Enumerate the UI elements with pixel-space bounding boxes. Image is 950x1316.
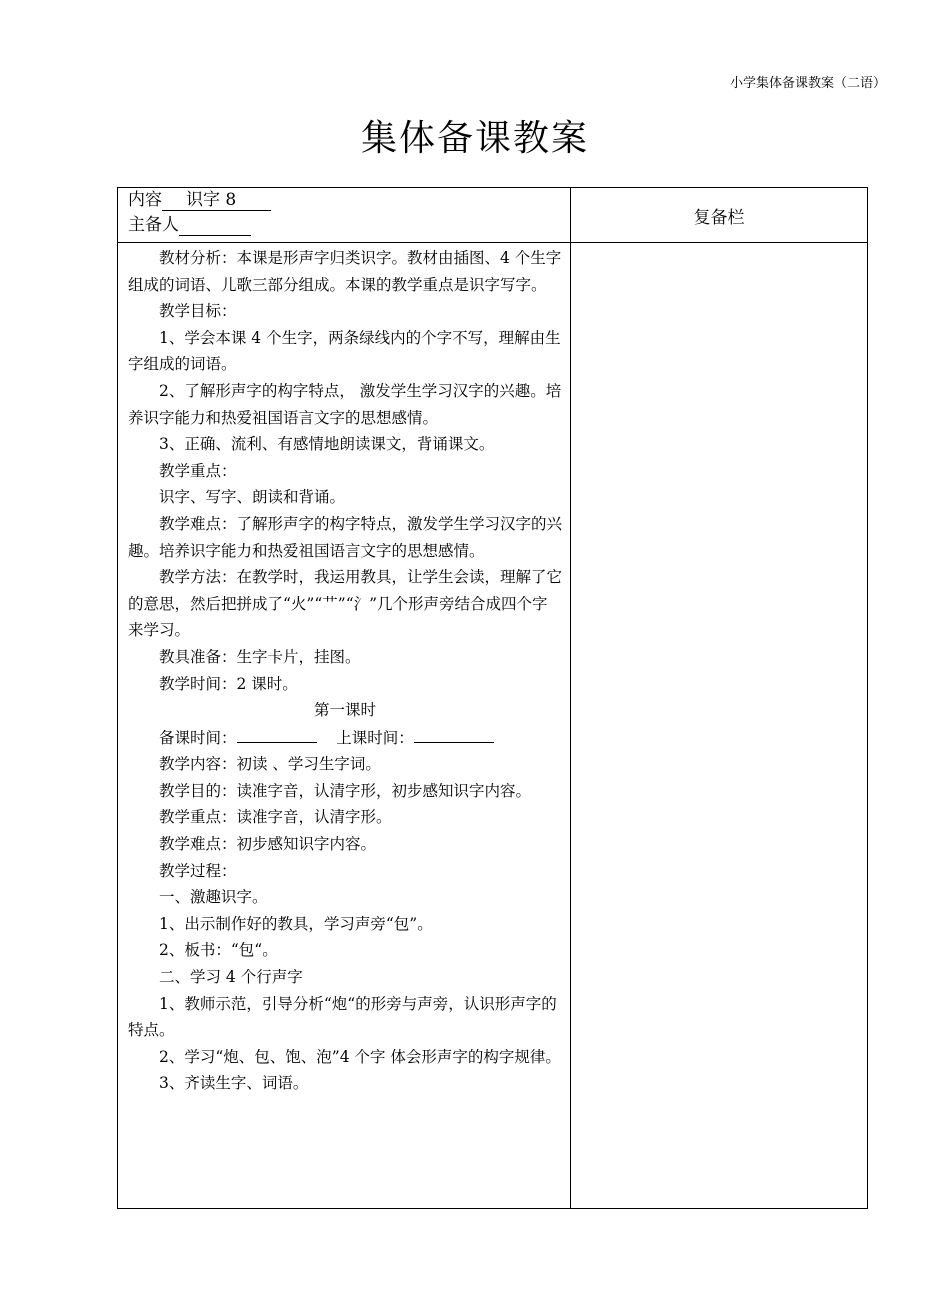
content-label: 内容 xyxy=(128,190,162,210)
header-right-text: 小学集体备课教案（二语） xyxy=(729,76,886,91)
session-title: 第一课时 xyxy=(313,701,376,720)
preparer-blank xyxy=(179,215,251,236)
paragraph: 教学过程： xyxy=(159,861,237,880)
paragraph: 2、学习“炮、包、饱、泡”4 个字 体会形声字的构字规律。 xyxy=(159,1047,561,1066)
prep-time-blank xyxy=(237,724,317,743)
content-line xyxy=(128,188,570,213)
paragraph: 2、了解形声字的构字特点， 激发学生学习汉字的兴趣。培养识字能力和热爱祖国语言文字的思想感情。 xyxy=(128,381,562,427)
paragraph: 一、激趣识字。 xyxy=(159,888,268,907)
preparer-line xyxy=(128,213,570,238)
paragraph: 1、教师示范，引导分析“炮“的形旁与声旁，认识形声字的特点。 xyxy=(128,994,557,1040)
paragraph: 3、齐读生字、词语。 xyxy=(159,1074,309,1093)
paragraph: 教材分析：本课是形声字归类识字。教材由插图、4 个生字组成的词语、儿歌三部分组成。本课的教学重点是识字写字。 xyxy=(128,249,562,294)
lesson-content-cell xyxy=(118,243,571,1209)
paragraph: 2、板书：“包“。 xyxy=(159,941,278,960)
paragraph: 教学方法：在教学时，我运用教具，让学生会读，理解了它的意思，然后把拼成了“火”“艹”“氵”几个形声旁结合成四个字来学习。 xyxy=(128,568,563,640)
paragraph: 识字、写字、朗读和背诵。 xyxy=(159,488,346,507)
preparer-label: 主备人 xyxy=(128,215,179,235)
paragraph: 教学难点：了解形声字的构字特点，激发学生学习汉字的兴趣。培养识字能力和热爱祖国语言文字的思想感情。 xyxy=(128,514,563,560)
lesson-info-cell xyxy=(118,188,571,243)
paragraph: 教具准备：生字卡片，挂图。 xyxy=(159,647,361,666)
content-value: 识字 8 xyxy=(162,190,271,211)
page-title: 集体备课教案 xyxy=(360,118,589,159)
paragraph: 教学目标： xyxy=(159,302,237,321)
paragraph: 3、正确、流利、有感情地朗读课文，背诵课文。 xyxy=(159,435,495,454)
lesson-plan-table xyxy=(117,187,868,1209)
paragraph: 教学难点：初步感知识字内容。 xyxy=(159,835,377,854)
review-column-header: 复备栏 xyxy=(571,188,868,243)
table-body-row xyxy=(118,243,868,1209)
paragraph: 教学重点：读准字音，认清字形。 xyxy=(159,808,392,827)
review-column-cell xyxy=(571,243,868,1209)
paragraph: 教学重点： xyxy=(159,461,237,480)
table-header-row xyxy=(118,188,868,243)
time-line xyxy=(128,724,562,752)
paragraph: 教学时间：2 课时。 xyxy=(159,674,298,693)
class-time-label: 上课时间： xyxy=(336,728,414,747)
paragraph: 1、学会本课 4 个生字，两条绿线内的个字不写，理解由生字组成的词语。 xyxy=(128,328,561,374)
paragraph: 1、出示制作好的教具，学习声旁“包”。 xyxy=(159,914,433,933)
paragraph: 二、学习 4 个行声字 xyxy=(159,968,303,987)
paragraph: 教学目的：读准字音，认清字形，初步感知识字内容。 xyxy=(159,781,532,800)
class-time-blank xyxy=(414,724,494,743)
prep-time-label: 备课时间： xyxy=(159,728,237,747)
paragraph: 教学内容：初读 、学习生字词。 xyxy=(159,755,381,774)
